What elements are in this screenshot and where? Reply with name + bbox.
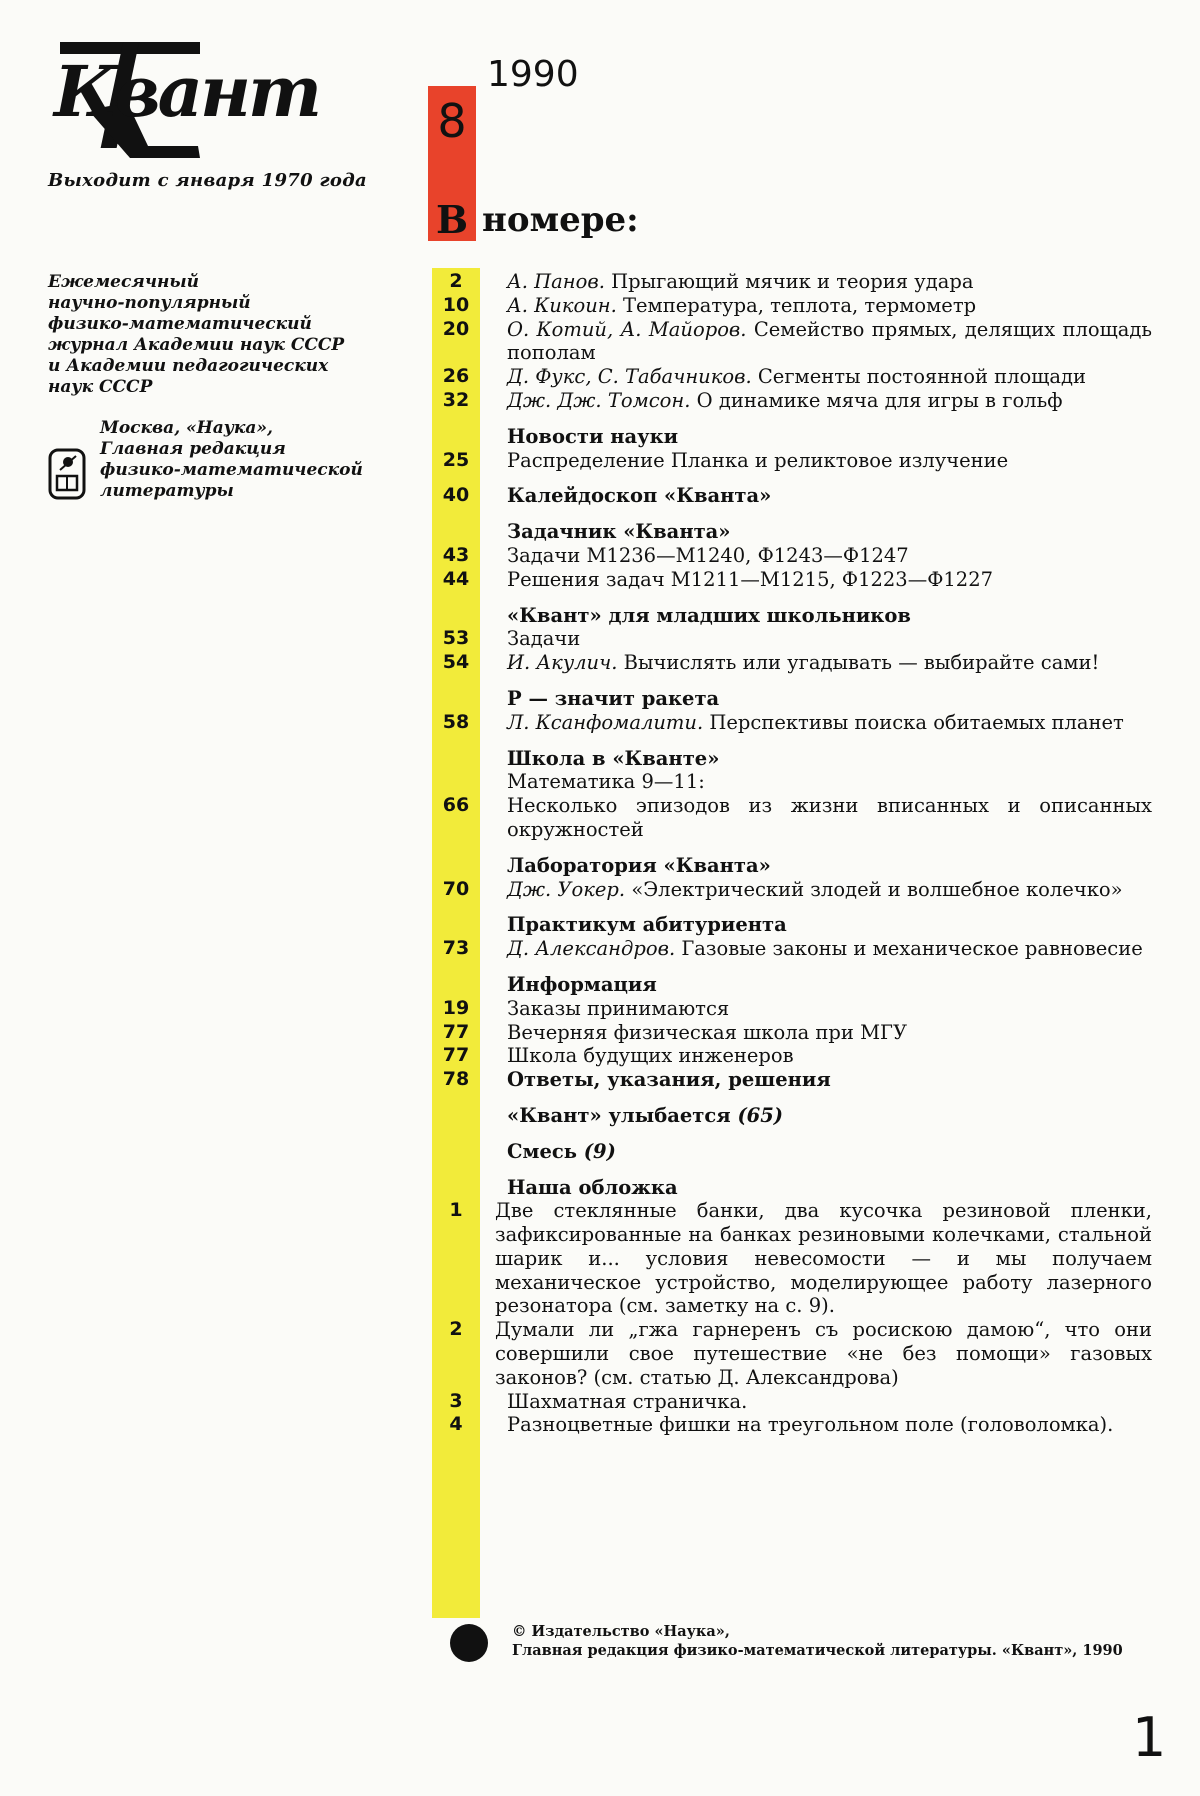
toc-title: Думали ли „гжа гарнеренъ съ росискою дамою“, что они совершили свое путешествие «не без помощи» газовых законов? (см. статью Д. Александрова) bbox=[495, 1318, 1152, 1389]
toc-entry[interactable] bbox=[432, 318, 1152, 366]
section-heading: «Квант» для младших школьников bbox=[507, 603, 911, 627]
toc-title: Две стеклянные банки, два кусочка резиновой пленки, зафиксированные на банках резиновыми колечками, стальной шарик и... условия невесомости — и мы получаем механическое устройство, моделирующее работу лазерного резонатора (см. заметку на с. 9). bbox=[495, 1199, 1152, 1318]
toc-entry[interactable] bbox=[432, 997, 1152, 1021]
section-page-ref: (65) bbox=[737, 1103, 784, 1127]
section-heading: Информация bbox=[507, 972, 657, 996]
toc-page: 4 bbox=[449, 1413, 463, 1436]
toc-author: О. Котий, А. Майоров. bbox=[507, 317, 747, 341]
toc-page: 53 bbox=[442, 627, 470, 650]
toc-entry[interactable] bbox=[432, 1068, 1152, 1092]
section-heading: Калейдоскоп «Кванта» bbox=[507, 484, 772, 508]
section-heading: Новости науки bbox=[507, 424, 679, 448]
publisher-line: физико-математической bbox=[100, 460, 363, 480]
publisher-line: Москва, «Наука», bbox=[100, 418, 273, 438]
toc-title: Распределение Планка и реликтовое излучение bbox=[507, 448, 1009, 472]
toc-title: Шахматная страничка. bbox=[507, 1389, 748, 1413]
section-heading: Р — значит ракета bbox=[507, 686, 720, 710]
toc-author: Л. Ксанфомалити. bbox=[507, 710, 704, 734]
issue-year: 1990 bbox=[487, 54, 579, 95]
section-heading: Практикум абитуриента bbox=[507, 913, 787, 937]
logo-text: Квант bbox=[54, 50, 320, 133]
description-line: и Академии педагогических bbox=[48, 356, 329, 376]
toc-title: Прыгающий мячик и теория удара bbox=[611, 270, 974, 293]
toc-page: 43 bbox=[442, 543, 470, 566]
toc-page: 40 bbox=[442, 484, 470, 507]
toc-page: 73 bbox=[442, 937, 470, 960]
toc-title: Температура, теплота, термометр bbox=[623, 293, 977, 317]
cover-note bbox=[432, 1390, 1152, 1414]
toc-entry[interactable] bbox=[432, 544, 1152, 568]
toc-page: 78 bbox=[442, 1068, 470, 1091]
toc-entry[interactable] bbox=[432, 365, 1152, 389]
toc-page: 2 bbox=[449, 1318, 463, 1341]
toc-title: О динамике мяча для игры в гольф bbox=[696, 388, 1063, 412]
publisher-emblem-icon bbox=[48, 448, 86, 500]
toc-entry[interactable] bbox=[432, 794, 1152, 842]
toc-entry[interactable] bbox=[432, 294, 1152, 318]
publisher-line: Главная редакция bbox=[100, 439, 286, 459]
toc-page: 2 bbox=[449, 270, 463, 292]
toc-title: Школа будущих инженеров bbox=[507, 1044, 794, 1068]
toc-author: Д. Фукс, С. Табачников. bbox=[507, 365, 752, 389]
table-of-contents bbox=[432, 270, 1152, 1437]
publisher-line: литературы bbox=[100, 481, 234, 501]
toc-title: Газовые законы и механическое равновесие bbox=[681, 937, 1143, 961]
toc-page: 44 bbox=[442, 567, 470, 590]
cover-note bbox=[432, 1413, 1152, 1437]
toc-author: А. Кикоин. bbox=[507, 293, 617, 317]
description-line: Ежемесячный bbox=[48, 272, 200, 292]
toc-page: 77 bbox=[442, 1044, 470, 1067]
toc-title: Семейство прямых, делящих площадь пополам bbox=[507, 317, 1152, 365]
cover-note bbox=[432, 1318, 1152, 1389]
since-line: Выходит с января 1970 года bbox=[48, 170, 367, 191]
toc-title: Вечерняя физическая школа при МГУ bbox=[507, 1020, 908, 1044]
toc-entry[interactable] bbox=[432, 1021, 1152, 1045]
page-number: 1 bbox=[1132, 1706, 1167, 1769]
copyright-notice bbox=[512, 1622, 1123, 1660]
section-title: «Квант» улыбается bbox=[507, 1103, 731, 1127]
section-heading[interactable] bbox=[507, 1104, 1152, 1128]
description-line: научно-популярный bbox=[48, 293, 251, 313]
toc-page: 19 bbox=[442, 996, 470, 1019]
toc-author: Дж. Уокер. bbox=[507, 877, 626, 901]
toc-entry[interactable] bbox=[432, 270, 1152, 294]
section-heading: Наша обложка bbox=[507, 1175, 678, 1199]
toc-author: И. Акулич. bbox=[507, 651, 618, 675]
journal-description bbox=[48, 272, 378, 398]
toc-entry[interactable] bbox=[432, 711, 1152, 735]
section-title: Смесь bbox=[507, 1139, 577, 1163]
toc-title: Задачи bbox=[507, 627, 581, 651]
toc-title: Заказы принимаются bbox=[507, 996, 730, 1020]
toc-title: Перспективы поиска обитаемых планет bbox=[709, 710, 1124, 734]
section-heading: Задачник «Кванта» bbox=[507, 520, 731, 544]
toc-title: Ответы, указания, решения bbox=[507, 1068, 831, 1092]
toc-entry[interactable] bbox=[432, 1044, 1152, 1068]
copyright-line: Главная редакция физико-математической литературы. «Квант», 1990 bbox=[512, 1642, 1123, 1659]
toc-entry[interactable] bbox=[432, 389, 1152, 413]
toc-page: 26 bbox=[442, 365, 470, 388]
heading-initial: В bbox=[435, 197, 469, 242]
toc-entry[interactable] bbox=[432, 651, 1152, 675]
toc-title: Вычислять или угадывать — выбирайте сами! bbox=[623, 651, 1100, 675]
kvant-logo-art bbox=[50, 38, 325, 158]
toc-entry[interactable] bbox=[432, 878, 1152, 902]
toc-page: 70 bbox=[442, 877, 470, 900]
toc-title: Сегменты постоянной площади bbox=[757, 365, 1087, 389]
toc-page: 3 bbox=[449, 1389, 463, 1412]
toc-title: «Электрический злодей и волшебное колечко» bbox=[631, 877, 1123, 901]
toc-page: 32 bbox=[442, 388, 470, 411]
description-line: наук СССР bbox=[48, 377, 153, 397]
publisher-info bbox=[100, 418, 363, 502]
toc-title: Решения задач М1211—М1215, Ф1223—Ф1227 bbox=[507, 567, 994, 591]
toc-title: Разноцветные фишки на треугольном поле (головоломка). bbox=[507, 1413, 1114, 1437]
toc-author: Д. Александров. bbox=[507, 937, 676, 961]
section-heading: Школа в «Кванте» bbox=[507, 746, 720, 770]
toc-page: 25 bbox=[442, 448, 470, 471]
toc-entry[interactable] bbox=[432, 568, 1152, 592]
kvant-logo bbox=[50, 38, 325, 158]
toc-page: 54 bbox=[442, 651, 470, 674]
description-line: физико-математический bbox=[48, 314, 312, 334]
toc-page: 20 bbox=[442, 317, 470, 340]
toc-page: 77 bbox=[442, 1020, 470, 1043]
cover-note bbox=[432, 1199, 1152, 1318]
copyright-line: © Издательство «Наука», bbox=[512, 1623, 730, 1640]
issue-number: 8 bbox=[437, 94, 467, 148]
toc-entry[interactable] bbox=[432, 627, 1152, 651]
toc-page: 10 bbox=[442, 293, 470, 316]
contents-heading: номере: bbox=[482, 200, 639, 240]
section-heading[interactable] bbox=[507, 1140, 1152, 1164]
toc-page: 66 bbox=[442, 794, 470, 817]
black-dot bbox=[450, 1624, 488, 1662]
toc-title: Несколько эпизодов из жизни вписанных и описанных окружностей bbox=[507, 794, 1152, 841]
toc-entry[interactable] bbox=[432, 484, 1152, 508]
section-page-ref: (9) bbox=[583, 1139, 616, 1163]
toc-author: А. Панов. bbox=[507, 270, 605, 293]
toc-page: 1 bbox=[449, 1199, 463, 1222]
toc-title: Задачи М1236—М1240, Ф1243—Ф1247 bbox=[507, 543, 909, 567]
description-line: журнал Академии наук СССР bbox=[48, 335, 345, 355]
toc-author: Дж. Дж. Томсон. bbox=[507, 388, 691, 412]
toc-entry[interactable] bbox=[432, 937, 1152, 961]
section-heading: Лаборатория «Кванта» bbox=[507, 853, 771, 877]
toc-entry[interactable] bbox=[432, 449, 1152, 473]
toc-page: 58 bbox=[442, 710, 470, 733]
section-subheading: Математика 9—11: bbox=[507, 770, 705, 794]
